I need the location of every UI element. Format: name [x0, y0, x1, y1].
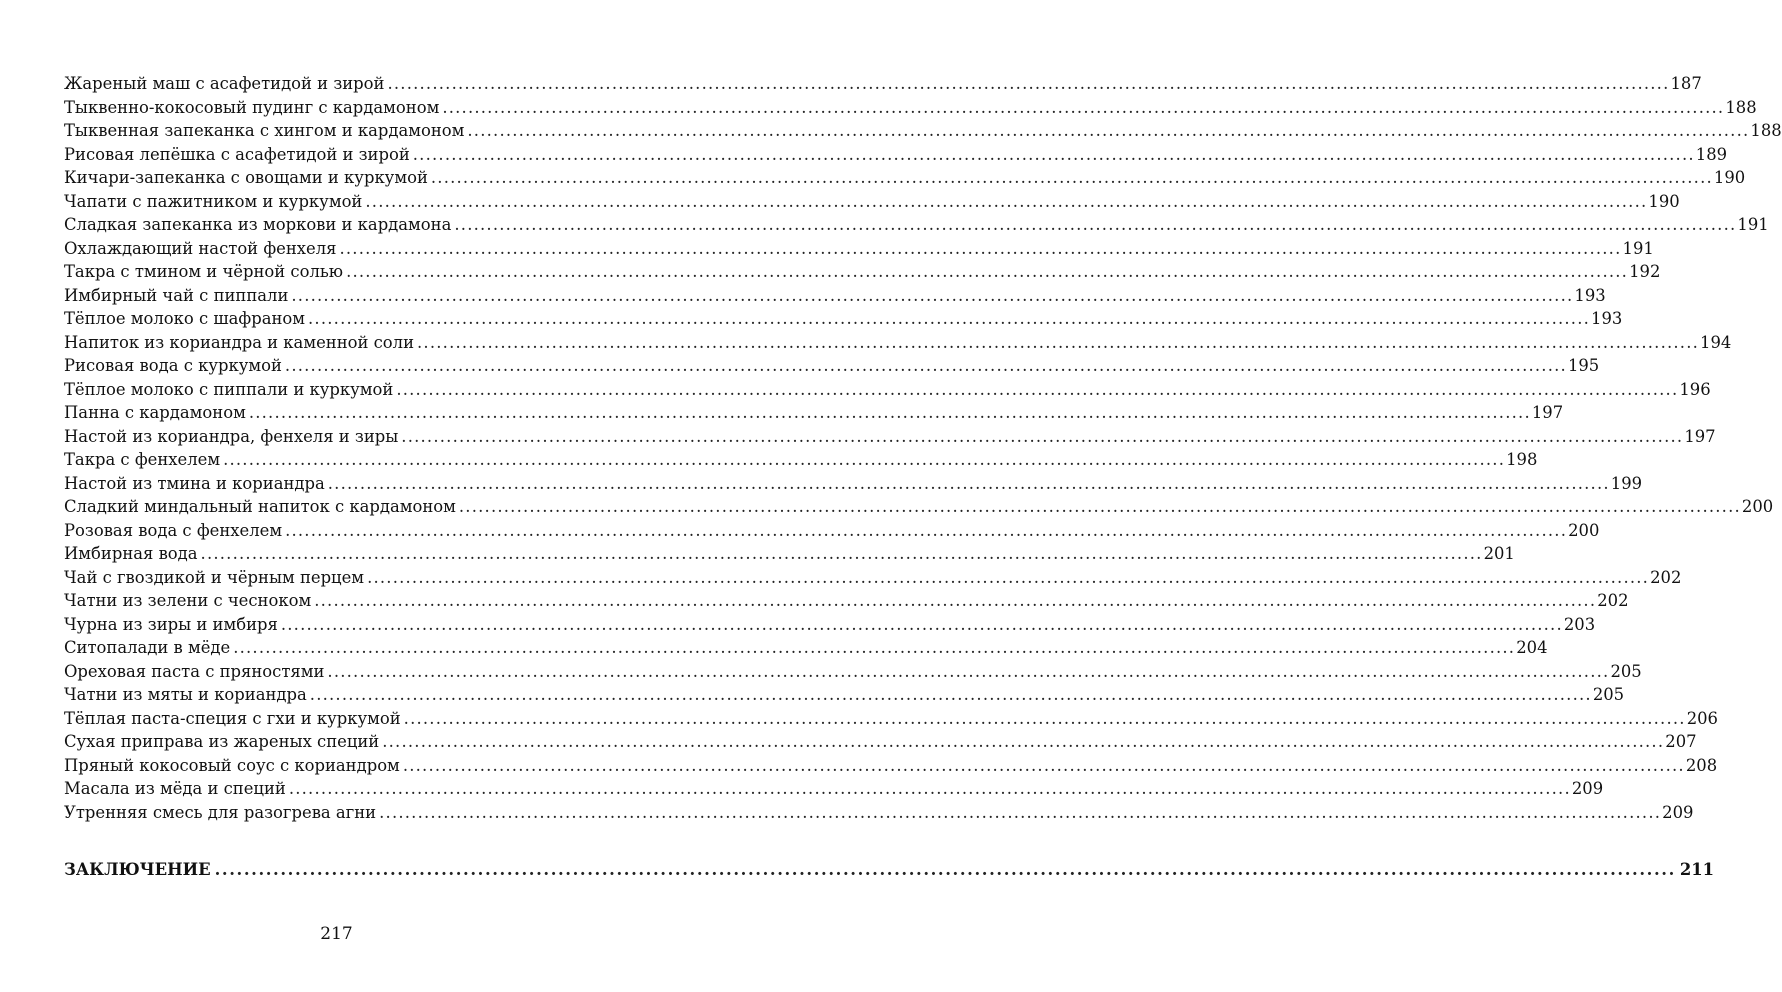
- toc-entry-page: 204: [1516, 638, 1548, 657]
- toc-leader-dots: ........................................................................................................................................................................................................: [233, 638, 1516, 657]
- toc-leader-dots: ........................................................................................................................................................................................................: [430, 168, 1713, 187]
- toc-entry-page: 190: [1713, 168, 1746, 187]
- toc-leader-dots: ........................................................................................................................................................................................................: [417, 332, 1700, 352]
- toc-entry: [64, 730, 1697, 754]
- toc-entry-title: Тыквенно-кокосовый пудинг с кардамоном: [64, 97, 440, 117]
- toc-leader-dots: ........................................................................................................................................................................................................: [308, 309, 1591, 328]
- toc-entry: [64, 425, 1716, 449]
- toc-entry: [64, 707, 1718, 731]
- toc-entry-title: Рисовая вода с куркумой: [64, 356, 282, 375]
- toc-entry: [64, 754, 1718, 778]
- toc-leader-dots: ........................................................................................................................................................................................................: [382, 732, 1665, 751]
- toc-leader-dots: ........................................................................................................................................................................................................: [467, 121, 1750, 140]
- toc-entry: [64, 589, 1629, 613]
- toc-leader-dots: ........................................................................................................................................................................................................: [223, 450, 1506, 469]
- toc-leader-dots: ........................................................................................................................................................................................................: [280, 614, 1563, 634]
- toc-entry-title: Сладкий миндальный напиток с кардамоном: [64, 497, 456, 516]
- toc-leader-dots: ........................................................................................................................................................................................................: [327, 661, 1610, 681]
- toc-entry-title: Настой из тмина и кориандра: [64, 473, 325, 493]
- toc-leader-dots: ........................................................................................................................................................................................................: [339, 238, 1622, 258]
- toc-leader-dots: ........................................................................................................................................................................................................: [454, 215, 1737, 234]
- toc-entry: [64, 495, 1774, 519]
- toc-entry-title: Ситопалади в мёде: [64, 638, 231, 657]
- toc-leader-dots: ........................................................................................................................................................................................................: [248, 403, 1531, 422]
- toc-entry-title: Сухая приправа из жареных специй: [64, 732, 380, 751]
- toc-leader-dots: ........................................................................................................................................................................................................: [214, 860, 1676, 879]
- toc-entry-page: 190: [1648, 191, 1680, 211]
- toc-entry-title: Ореховая паста с пряностями: [64, 661, 325, 681]
- toc-entry: [64, 166, 1746, 190]
- toc-leader-dots: ........................................................................................................................................................................................................: [285, 520, 1568, 540]
- toc-entry-page: 200: [1568, 520, 1600, 540]
- toc-entry-title: Чатни из зелени с чесноком: [64, 591, 312, 610]
- toc-entry-page: 197: [1684, 426, 1716, 446]
- toc-leader-dots: ........................................................................................................................................................................................................: [346, 262, 1629, 281]
- toc-entry-title: Тёплая паста-специя с гхи и куркумой: [64, 708, 401, 728]
- toc-leader-dots: ........................................................................................................................................................................................................: [314, 591, 1597, 610]
- toc-entry: [64, 542, 1515, 566]
- toc-entry-page: 201: [1483, 544, 1515, 563]
- toc-entry-title: Пряный кокосовый соус с кориандром: [64, 755, 400, 775]
- toc-entry: [64, 801, 1694, 825]
- toc-entry-page: 191: [1737, 215, 1769, 234]
- toc-entry-conclusion: [64, 858, 1715, 882]
- page-number: 217: [320, 924, 353, 944]
- toc-leader-dots: ........................................................................................................................................................................................................: [379, 802, 1662, 822]
- toc-leader-dots: ........................................................................................................................................................................................................: [327, 473, 1610, 493]
- toc-entry-page: 197: [1531, 403, 1564, 422]
- toc-entry: [64, 331, 1732, 355]
- toc-entry-title: Розовая вода с фенхелем: [64, 520, 283, 540]
- toc-entry: [64, 448, 1538, 472]
- toc-entry-page: 198: [1506, 450, 1538, 469]
- toc-entry-title: Имбирный чай с пиппали: [64, 285, 289, 305]
- toc-entry-title: Сладкая запеканка из моркови и кардамона: [64, 215, 452, 234]
- toc-entry-page: 209: [1571, 779, 1604, 798]
- toc-entry-title: Чурна из зиры и имбиря: [64, 614, 278, 634]
- toc-leader-dots: ........................................................................................................................................................................................................: [403, 708, 1686, 728]
- toc-entry-page: 188: [1750, 121, 1782, 140]
- toc-entry-page: 209: [1662, 802, 1694, 822]
- toc-entry-page: 193: [1574, 285, 1606, 305]
- toc-entry-page: 188: [1725, 97, 1757, 117]
- toc-entry: [64, 354, 1600, 378]
- toc-leader-dots: ........................................................................................................................................................................................................: [387, 74, 1670, 93]
- toc-entry: [64, 683, 1625, 707]
- toc-entry-page: 211: [1679, 860, 1715, 879]
- toc-entry-title: Такра с тмином и чёрной солью: [64, 262, 344, 281]
- toc-entry-title: Масала из мёда и специй: [64, 779, 286, 798]
- toc-entry-page: 191: [1622, 238, 1654, 258]
- toc-entry: [64, 190, 1680, 214]
- toc-entry: [64, 284, 1606, 308]
- toc-leader-dots: ........................................................................................................................................................................................................: [200, 544, 1483, 563]
- toc-entry-title: Рисовая лепёшка с асафетидой и зирой: [64, 144, 410, 164]
- toc-leader-dots: ........................................................................................................................................................................................................: [396, 379, 1679, 399]
- toc-entry-page: 205: [1610, 661, 1642, 681]
- toc-entry: [64, 566, 1682, 590]
- toc-leader-dots: ........................................................................................................................................................................................................: [288, 779, 1571, 798]
- toc-entry: [64, 613, 1596, 637]
- toc-leader-dots: ........................................................................................................................................................................................................: [458, 497, 1741, 516]
- toc-entry: [64, 472, 1643, 496]
- toc-entry-page: 195: [1567, 356, 1600, 375]
- toc-entry-title: Чапати с пажитником и куркумой: [64, 191, 363, 211]
- toc-entry-page: 189: [1695, 144, 1728, 164]
- toc-entry-title: Имбирная вода: [64, 544, 198, 563]
- toc-leader-dots: ........................................................................................................................................................................................................: [291, 285, 1574, 305]
- toc-entry: [64, 378, 1711, 402]
- toc-entry-page: 196: [1679, 379, 1711, 399]
- toc-entry-title: Тёплое молоко с шафраном: [64, 309, 306, 328]
- toc-entry-page: 205: [1592, 685, 1625, 704]
- toc-entry-title: Тыквенная запеканка с хингом и кардамоном: [64, 121, 465, 140]
- toc-entry: [64, 213, 1769, 237]
- toc-entry-page: 199: [1610, 473, 1643, 493]
- toc-leader-dots: ........................................................................................................................................................................................................: [412, 144, 1695, 164]
- toc-entry-page: 207: [1665, 732, 1697, 751]
- toc-entry-title: Панна с кардамоном: [64, 403, 246, 422]
- toc-entry: [64, 119, 1782, 143]
- toc-entry: [64, 307, 1623, 331]
- toc-entry-page: 192: [1629, 262, 1661, 281]
- toc-entry-title: Утренняя смесь для разогрева агни: [64, 802, 377, 822]
- toc-entry-title: Настой из кориандра, фенхеля и зиры: [64, 426, 399, 446]
- toc-leader-dots: ........................................................................................................................................................................................................: [309, 685, 1592, 704]
- toc-leader-dots: ........................................................................................................................................................................................................: [442, 97, 1725, 117]
- toc-leader-dots: ........................................................................................................................................................................................................: [367, 567, 1650, 587]
- toc-entry: [64, 237, 1654, 261]
- toc-leader-dots: ........................................................................................................................................................................................................: [365, 191, 1648, 211]
- toc-entry-page: 208: [1685, 755, 1718, 775]
- toc-entry-title: Напиток из кориандра и каменной соли: [64, 332, 415, 352]
- toc-leader-dots: ........................................................................................................................................................................................................: [284, 356, 1567, 375]
- toc-entry-title: Кичари-запеканка с овощами и куркумой: [64, 168, 428, 187]
- toc-entry-title: Чай с гвоздикой и чёрным перцем: [64, 567, 365, 587]
- toc-entry-title: Чатни из мяты и кориандра: [64, 685, 307, 704]
- toc-entry-page: 202: [1650, 567, 1682, 587]
- toc-entry-page: 203: [1563, 614, 1596, 634]
- toc-entry: [64, 660, 1642, 684]
- toc-entry: [64, 72, 1702, 96]
- toc-entry: [64, 260, 1661, 284]
- toc-entry: [64, 96, 1757, 120]
- toc-entry-title: Тёплое молоко с пиппали и куркумой: [64, 379, 394, 399]
- table-of-contents: [64, 72, 1782, 824]
- toc-entry-title: Охлаждающий настой фенхеля: [64, 238, 337, 258]
- toc-leader-dots: ........................................................................................................................................................................................................: [402, 755, 1685, 775]
- toc-entry: [64, 777, 1604, 801]
- toc-entry-page: 202: [1597, 591, 1629, 610]
- toc-entry-title: Жареный маш с асафетидой и зирой: [64, 74, 385, 93]
- toc-entry-page: 193: [1591, 309, 1623, 328]
- toc-entry-page: 187: [1670, 74, 1702, 93]
- toc-entry-title: ЗАКЛЮЧЕНИЕ: [64, 860, 211, 879]
- toc-entry-title: Такра с фенхелем: [64, 450, 221, 469]
- toc-entry-page: 206: [1686, 708, 1718, 728]
- toc-entry: [64, 143, 1728, 167]
- toc-entry-page: 200: [1741, 497, 1774, 516]
- toc-entry: [64, 636, 1548, 660]
- toc-entry-page: 194: [1700, 332, 1732, 352]
- toc-entry: [64, 519, 1600, 543]
- toc-entry: [64, 401, 1564, 425]
- toc-leader-dots: ........................................................................................................................................................................................................: [401, 426, 1684, 446]
